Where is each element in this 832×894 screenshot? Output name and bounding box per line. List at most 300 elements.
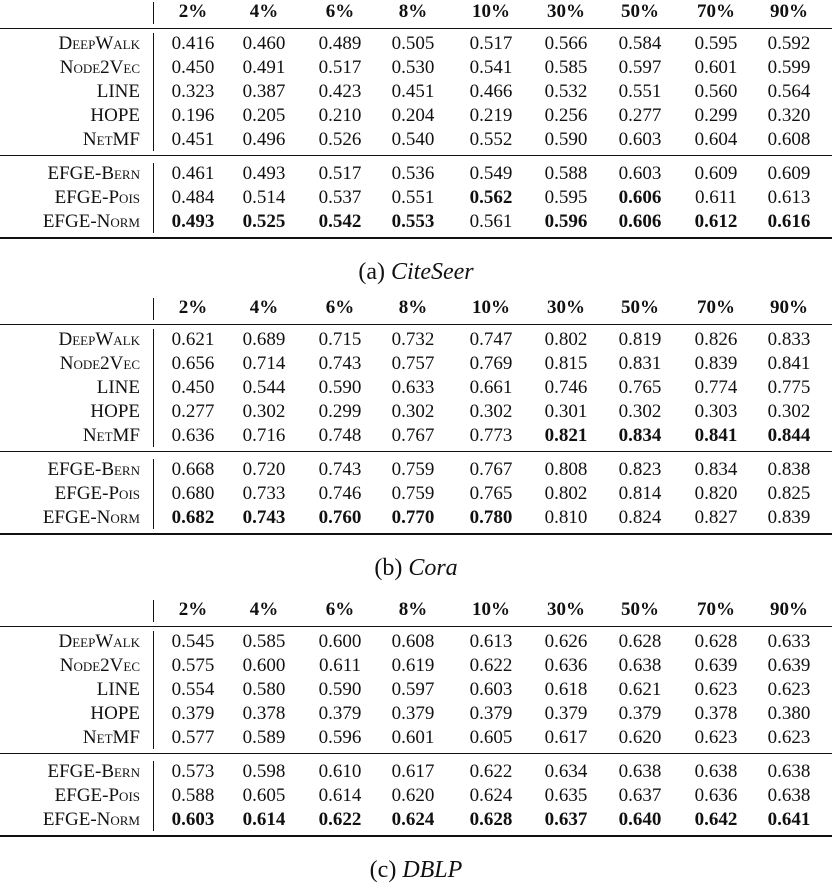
value-cell: 0.205 <box>242 105 286 126</box>
value-cell: 0.505 <box>391 33 435 54</box>
bottom-rule <box>0 835 832 837</box>
value-cell: 0.668 <box>171 459 215 480</box>
value-cell: 0.387 <box>242 81 286 102</box>
value-cell: 0.592 <box>767 33 811 54</box>
value-cell: 0.815 <box>544 353 588 374</box>
value-cell: 0.838 <box>767 459 811 480</box>
column-header: 90% <box>770 297 808 318</box>
value-cell: 0.451 <box>391 81 435 102</box>
value-cell: 0.636 <box>544 655 588 676</box>
value-cell: 0.824 <box>618 507 662 528</box>
method-suffix: Norm <box>96 211 140 232</box>
value-cell: 0.379 <box>618 703 662 724</box>
value-cell: 0.549 <box>469 163 513 184</box>
value-cell: 0.765 <box>469 483 513 504</box>
value-cell: 0.608 <box>767 129 811 150</box>
value-cell: 0.757 <box>391 353 435 374</box>
value-cell: 0.733 <box>242 483 286 504</box>
value-cell: 0.573 <box>171 761 215 782</box>
method-name: Node2Vec <box>59 353 140 374</box>
header-rule <box>0 28 832 29</box>
value-cell: 0.320 <box>767 105 811 126</box>
value-cell: 0.606 <box>618 187 662 208</box>
method-prefix: EFGE- <box>47 459 102 480</box>
column-header: 50% <box>621 599 659 620</box>
value-cell: 0.810 <box>544 507 588 528</box>
value-cell: 0.743 <box>242 507 286 528</box>
value-cell: 0.493 <box>171 211 215 232</box>
method-name: NetMF <box>82 129 140 150</box>
value-cell: 0.599 <box>767 57 811 78</box>
value-cell: 0.302 <box>242 401 286 422</box>
value-cell: 0.638 <box>767 785 811 806</box>
column-header: 2% <box>178 1 208 22</box>
value-cell: 0.638 <box>694 761 738 782</box>
column-header: 30% <box>547 599 585 620</box>
value-cell: 0.613 <box>469 631 513 652</box>
method-name: LINE <box>96 81 140 102</box>
value-cell: 0.839 <box>767 507 811 528</box>
value-cell: 0.517 <box>318 57 362 78</box>
value-cell: 0.716 <box>242 425 286 446</box>
method-suffix: Bern <box>101 761 140 782</box>
method-name: Node2Vec <box>59 655 140 676</box>
value-cell: 0.301 <box>544 401 588 422</box>
value-cell: 0.841 <box>767 353 811 374</box>
value-cell: 0.277 <box>171 401 215 422</box>
value-cell: 0.689 <box>242 329 286 350</box>
value-cell: 0.553 <box>391 211 435 232</box>
method-suffix: Bern <box>101 459 140 480</box>
value-cell: 0.748 <box>318 425 362 446</box>
method-name <box>55 186 140 210</box>
value-cell: 0.759 <box>391 459 435 480</box>
header-row <box>0 296 832 320</box>
value-cell: 0.642 <box>694 809 738 830</box>
table-row <box>0 630 832 654</box>
value-cell: 0.562 <box>469 187 513 208</box>
table-row <box>0 458 832 482</box>
table-row <box>0 482 832 506</box>
value-cell: 0.597 <box>391 679 435 700</box>
column-header: 50% <box>621 1 659 22</box>
column-header: 10% <box>472 297 510 318</box>
value-cell: 0.765 <box>618 377 662 398</box>
value-cell: 0.611 <box>694 187 738 208</box>
value-cell: 0.588 <box>544 163 588 184</box>
value-cell: 0.585 <box>544 57 588 78</box>
column-separator <box>153 298 154 320</box>
value-cell: 0.746 <box>544 377 588 398</box>
value-cell: 0.603 <box>469 679 513 700</box>
column-header: 8% <box>398 1 428 22</box>
group-rule <box>0 451 832 452</box>
value-cell: 0.580 <box>242 679 286 700</box>
value-cell: 0.606 <box>618 211 662 232</box>
value-cell: 0.604 <box>694 129 738 150</box>
table-row <box>0 760 832 784</box>
column-header: 70% <box>697 297 735 318</box>
value-cell: 0.545 <box>171 631 215 652</box>
caption-label: (c) <box>369 857 403 883</box>
group-rule <box>0 155 832 156</box>
table-caption <box>0 855 832 885</box>
value-cell: 0.732 <box>391 329 435 350</box>
value-cell: 0.461 <box>171 163 215 184</box>
value-cell: 0.821 <box>544 425 588 446</box>
method-name: DeepWalk <box>58 329 140 350</box>
value-cell: 0.530 <box>391 57 435 78</box>
table-row <box>0 784 832 808</box>
value-cell: 0.808 <box>544 459 588 480</box>
value-cell: 0.561 <box>469 211 513 232</box>
method-prefix: EFGE- <box>54 187 109 208</box>
column-header: 8% <box>398 599 428 620</box>
method-name: DeepWalk <box>58 33 140 54</box>
value-cell: 0.680 <box>171 483 215 504</box>
value-cell: 0.525 <box>242 211 286 232</box>
value-cell: 0.596 <box>544 211 588 232</box>
method-name <box>43 210 140 234</box>
value-cell: 0.839 <box>694 353 738 374</box>
value-cell: 0.514 <box>242 187 286 208</box>
table-row <box>0 328 832 352</box>
column-header: 4% <box>249 1 279 22</box>
results-table <box>0 0 832 296</box>
value-cell: 0.661 <box>469 377 513 398</box>
column-header: 50% <box>621 297 659 318</box>
value-cell: 0.775 <box>767 377 811 398</box>
value-cell: 0.541 <box>469 57 513 78</box>
value-cell: 0.379 <box>469 703 513 724</box>
value-cell: 0.577 <box>171 727 215 748</box>
value-cell: 0.613 <box>767 187 811 208</box>
value-cell: 0.450 <box>171 377 215 398</box>
value-cell: 0.196 <box>171 105 215 126</box>
value-cell: 0.609 <box>694 163 738 184</box>
value-cell: 0.623 <box>694 679 738 700</box>
value-cell: 0.299 <box>694 105 738 126</box>
method-suffix: Pois <box>108 785 140 806</box>
table-row <box>0 678 832 702</box>
value-cell: 0.598 <box>242 761 286 782</box>
value-cell: 0.378 <box>242 703 286 724</box>
value-cell: 0.303 <box>694 401 738 422</box>
method-prefix: EFGE- <box>47 761 102 782</box>
value-cell: 0.780 <box>469 507 513 528</box>
value-cell: 0.601 <box>694 57 738 78</box>
value-cell: 0.256 <box>544 105 588 126</box>
method-prefix: EFGE- <box>54 483 109 504</box>
value-cell: 0.622 <box>469 655 513 676</box>
value-cell: 0.608 <box>391 631 435 652</box>
caption-label: (b) <box>374 555 409 581</box>
method-name <box>43 808 140 832</box>
value-cell: 0.540 <box>391 129 435 150</box>
value-cell: 0.682 <box>171 507 215 528</box>
value-cell: 0.416 <box>171 33 215 54</box>
value-cell: 0.767 <box>469 459 513 480</box>
table-row <box>0 80 832 104</box>
value-cell: 0.633 <box>391 377 435 398</box>
value-cell: 0.621 <box>171 329 215 350</box>
table-row <box>0 186 832 210</box>
value-cell: 0.622 <box>318 809 362 830</box>
value-cell: 0.590 <box>544 129 588 150</box>
value-cell: 0.623 <box>694 727 738 748</box>
method-prefix: EFGE- <box>47 163 102 184</box>
column-header: 10% <box>472 599 510 620</box>
method-suffix: Norm <box>96 809 140 830</box>
value-cell: 0.825 <box>767 483 811 504</box>
column-header: 6% <box>325 599 355 620</box>
value-cell: 0.760 <box>318 507 362 528</box>
value-cell: 0.633 <box>767 631 811 652</box>
value-cell: 0.542 <box>318 211 362 232</box>
value-cell: 0.618 <box>544 679 588 700</box>
value-cell: 0.605 <box>242 785 286 806</box>
value-cell: 0.826 <box>694 329 738 350</box>
value-cell: 0.600 <box>242 655 286 676</box>
value-cell: 0.585 <box>242 631 286 652</box>
bottom-rule <box>0 237 832 239</box>
value-cell: 0.323 <box>171 81 215 102</box>
table-row <box>0 808 832 832</box>
value-cell: 0.378 <box>694 703 738 724</box>
column-header: 4% <box>249 599 279 620</box>
table-row <box>0 104 832 128</box>
value-cell: 0.827 <box>694 507 738 528</box>
value-cell: 0.623 <box>767 679 811 700</box>
method-prefix: EFGE- <box>54 785 109 806</box>
caption-label: (a) <box>358 259 391 285</box>
value-cell: 0.638 <box>767 761 811 782</box>
value-cell: 0.614 <box>318 785 362 806</box>
value-cell: 0.552 <box>469 129 513 150</box>
value-cell: 0.302 <box>618 401 662 422</box>
value-cell: 0.493 <box>242 163 286 184</box>
method-suffix: Bern <box>101 163 140 184</box>
column-header: 70% <box>697 599 735 620</box>
value-cell: 0.423 <box>318 81 362 102</box>
value-cell: 0.636 <box>171 425 215 446</box>
value-cell: 0.759 <box>391 483 435 504</box>
table-row <box>0 352 832 376</box>
value-cell: 0.617 <box>544 727 588 748</box>
value-cell: 0.536 <box>391 163 435 184</box>
value-cell: 0.605 <box>469 727 513 748</box>
column-header: 10% <box>472 1 510 22</box>
value-cell: 0.844 <box>767 425 811 446</box>
caption-dataset: Cora <box>408 555 458 581</box>
value-cell: 0.814 <box>618 483 662 504</box>
value-cell: 0.603 <box>618 163 662 184</box>
value-cell: 0.834 <box>694 459 738 480</box>
value-cell: 0.597 <box>618 57 662 78</box>
caption-dataset: DBLP <box>402 857 463 883</box>
header-rule <box>0 324 832 325</box>
table-row <box>0 162 832 186</box>
table-row <box>0 654 832 678</box>
table-row <box>0 376 832 400</box>
value-cell: 0.588 <box>171 785 215 806</box>
value-cell: 0.610 <box>318 761 362 782</box>
value-cell: 0.601 <box>391 727 435 748</box>
method-suffix: Pois <box>108 187 140 208</box>
results-table <box>0 296 832 592</box>
value-cell: 0.770 <box>391 507 435 528</box>
value-cell: 0.595 <box>694 33 738 54</box>
value-cell: 0.299 <box>318 401 362 422</box>
method-name: LINE <box>96 679 140 700</box>
value-cell: 0.621 <box>618 679 662 700</box>
value-cell: 0.802 <box>544 483 588 504</box>
value-cell: 0.714 <box>242 353 286 374</box>
table-row <box>0 56 832 80</box>
value-cell: 0.638 <box>618 761 662 782</box>
value-cell: 0.380 <box>767 703 811 724</box>
value-cell: 0.767 <box>391 425 435 446</box>
value-cell: 0.619 <box>391 655 435 676</box>
value-cell: 0.302 <box>391 401 435 422</box>
value-cell: 0.637 <box>618 785 662 806</box>
value-cell: 0.379 <box>171 703 215 724</box>
value-cell: 0.743 <box>318 353 362 374</box>
value-cell: 0.595 <box>544 187 588 208</box>
header-row <box>0 598 832 622</box>
value-cell: 0.635 <box>544 785 588 806</box>
column-header: 4% <box>249 297 279 318</box>
method-suffix: Norm <box>96 507 140 528</box>
method-name: DeepWalk <box>58 631 140 652</box>
value-cell: 0.628 <box>694 631 738 652</box>
value-cell: 0.639 <box>767 655 811 676</box>
value-cell: 0.774 <box>694 377 738 398</box>
value-cell: 0.496 <box>242 129 286 150</box>
value-cell: 0.715 <box>318 329 362 350</box>
value-cell: 0.277 <box>618 105 662 126</box>
method-name: HOPE <box>90 401 140 422</box>
results-table <box>0 598 832 894</box>
value-cell: 0.831 <box>618 353 662 374</box>
value-cell: 0.219 <box>469 105 513 126</box>
value-cell: 0.820 <box>694 483 738 504</box>
value-cell: 0.466 <box>469 81 513 102</box>
value-cell: 0.623 <box>767 727 811 748</box>
value-cell: 0.590 <box>318 377 362 398</box>
value-cell: 0.554 <box>171 679 215 700</box>
column-header: 8% <box>398 297 428 318</box>
value-cell: 0.537 <box>318 187 362 208</box>
value-cell: 0.600 <box>318 631 362 652</box>
value-cell: 0.823 <box>618 459 662 480</box>
value-cell: 0.626 <box>544 631 588 652</box>
column-header: 70% <box>697 1 735 22</box>
column-header: 90% <box>770 1 808 22</box>
table-row <box>0 128 832 152</box>
value-cell: 0.639 <box>694 655 738 676</box>
value-cell: 0.616 <box>767 211 811 232</box>
value-cell: 0.624 <box>469 785 513 806</box>
header-row <box>0 0 832 24</box>
value-cell: 0.802 <box>544 329 588 350</box>
method-name: HOPE <box>90 703 140 724</box>
value-cell: 0.551 <box>618 81 662 102</box>
value-cell: 0.620 <box>618 727 662 748</box>
value-cell: 0.204 <box>391 105 435 126</box>
value-cell: 0.450 <box>171 57 215 78</box>
value-cell: 0.491 <box>242 57 286 78</box>
table-row <box>0 424 832 448</box>
value-cell: 0.302 <box>469 401 513 422</box>
bottom-rule <box>0 533 832 535</box>
value-cell: 0.746 <box>318 483 362 504</box>
method-prefix: EFGE- <box>42 507 97 528</box>
value-cell: 0.617 <box>391 761 435 782</box>
group-rule <box>0 753 832 754</box>
column-header: 30% <box>547 297 585 318</box>
method-name <box>43 506 140 530</box>
value-cell: 0.489 <box>318 33 362 54</box>
value-cell: 0.624 <box>391 809 435 830</box>
value-cell: 0.590 <box>318 679 362 700</box>
value-cell: 0.302 <box>767 401 811 422</box>
value-cell: 0.819 <box>618 329 662 350</box>
value-cell: 0.628 <box>618 631 662 652</box>
value-cell: 0.641 <box>767 809 811 830</box>
method-suffix: Pois <box>108 483 140 504</box>
value-cell: 0.747 <box>469 329 513 350</box>
value-cell: 0.656 <box>171 353 215 374</box>
column-header: 2% <box>178 297 208 318</box>
value-cell: 0.210 <box>318 105 362 126</box>
table-row <box>0 702 832 726</box>
table-caption <box>0 257 832 287</box>
table-row <box>0 32 832 56</box>
table-row <box>0 400 832 424</box>
column-header: 6% <box>325 297 355 318</box>
value-cell: 0.532 <box>544 81 588 102</box>
value-cell: 0.603 <box>171 809 215 830</box>
value-cell: 0.596 <box>318 727 362 748</box>
value-cell: 0.484 <box>171 187 215 208</box>
value-cell: 0.544 <box>242 377 286 398</box>
value-cell: 0.575 <box>171 655 215 676</box>
method-name: Node2Vec <box>59 57 140 78</box>
method-name <box>55 784 140 808</box>
header-rule <box>0 626 832 627</box>
value-cell: 0.603 <box>618 129 662 150</box>
value-cell: 0.634 <box>544 761 588 782</box>
value-cell: 0.517 <box>318 163 362 184</box>
value-cell: 0.636 <box>694 785 738 806</box>
value-cell: 0.611 <box>318 655 362 676</box>
method-name <box>47 162 140 186</box>
value-cell: 0.834 <box>618 425 662 446</box>
method-name: HOPE <box>90 105 140 126</box>
value-cell: 0.564 <box>767 81 811 102</box>
table-row <box>0 210 832 234</box>
column-header: 90% <box>770 599 808 620</box>
value-cell: 0.769 <box>469 353 513 374</box>
value-cell: 0.773 <box>469 425 513 446</box>
value-cell: 0.526 <box>318 129 362 150</box>
method-name: LINE <box>96 377 140 398</box>
value-cell: 0.589 <box>242 727 286 748</box>
table-row <box>0 726 832 750</box>
value-cell: 0.637 <box>544 809 588 830</box>
method-prefix: EFGE- <box>42 211 97 232</box>
